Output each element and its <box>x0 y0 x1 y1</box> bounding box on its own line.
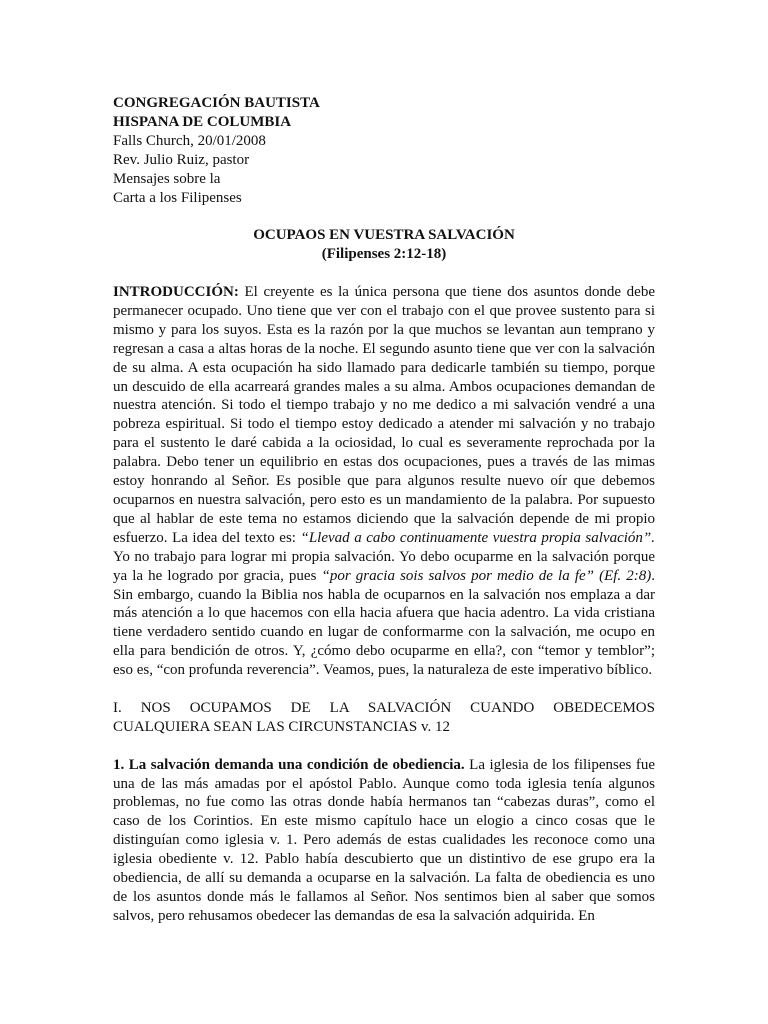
section-heading-line-2: CUALQUIERA SEAN LAS CIRCUNSTANCIAS v. 12 <box>113 718 451 735</box>
point-1-text: La iglesia de los filipenses fue una de las más amadas por el apóstol Pablo. Aunque como toda iglesia tenía algunos problemas, no fue como las otras donde había hermanos tan “cabezas duras”, como el caso de los Corintios. En este mismo capítulo hace un elogio a cinco cosas que le distinguían como iglesia v. 1. Pero además de estas cualidades les reconoce como una iglesia obediente v. 12. Pablo había descubierto que un distintivo de ese grupo era la obediencia, de allí su demanda a ocuparse en la salvación. La falta de obediencia es uno de los asuntos donde más le fallamos al Señor. Nos sentimos bien al saber que somos salvos, pero rehusamos obedecer las demandas de esa la salvación adquirida. En <box>113 756 655 924</box>
introduction-label: INTRODUCCIÓN: <box>113 284 239 301</box>
document-header <box>113 94 655 207</box>
church-name-line-2: HISPANA DE COLUMBIA <box>113 113 292 130</box>
sermon-heading <box>113 226 655 264</box>
scripture-reference: (Filipenses 2:12-18) <box>321 246 447 263</box>
point-1-label: 1. La salvación demanda una condición de obediencia. <box>113 756 465 773</box>
introduction-text-1: El creyente es la única persona que tiene dos asuntos donde debe permanecer ocupado. Uno tiene que ver con el trabajo con el que provee sustento para si mismo y para los suyos. Esta es la razón por la que muchos se levantan aun temprano y regresan a casa a altas horas de la noche. El segundo asunto tiene que ver con la salvación de su alma. A esta ocupación ha sido llamado para dedicarle también su tiempo, porque un descuido de ella acarreará grandes males a su alma. Ambos ocupaciones demandan de nuestra atención. Si todo el tiempo trabajo y no me dedico a mi salvación vendré a una pobreza espiritual. Si todo el tiempo estoy dedicado a atender mi salvación y no trabajo para el sustento le daré cabida a la ociosidad, lo cual es severamente reprochada por la palabra. Debo tener un equilibrio en estas dos ocupaciones, pues a través de las mimas estoy honrando al Señor. Es posible que para algunos resulte nuevo oír que debemos ocuparnos en nuestra salvación, pero esto es un mandamiento de la palabra. Por supuesto que al hablar de este tema no estamos diciendo que la salvación depende de mi propio esfuerzo. La idea del texto es: <box>113 284 655 546</box>
series-line-2: Carta a los Filipenses <box>113 189 242 206</box>
spacer <box>113 264 655 283</box>
place-date: Falls Church, 20/01/2008 <box>113 132 266 149</box>
spacer <box>113 680 655 699</box>
spacer <box>113 737 655 756</box>
spacer <box>113 207 655 226</box>
pastor-name: Rev. Julio Ruiz, pastor <box>113 151 250 168</box>
introduction-paragraph <box>113 283 655 680</box>
document-page <box>113 94 655 926</box>
introduction-quote-1: “Llevad a cabo continuamente vuestra propia salvación”. <box>300 529 655 546</box>
point-1-paragraph <box>113 756 655 926</box>
introduction-text-3: . Sin embargo, cuando la Biblia nos habla de ocuparnos en la salvación nos emplaza a dar más atención a lo que hacemos con ella hacia afuera que hacia adentro. La vida cristiana tiene verdadero sentido cuando en lugar de conformarme con la salvación, me ocupo en ella para bendición de otros. Y, ¿cómo debo ocuparme en ella?, con “temor y temblor”; eso es, “con profunda reverencia”. Veamos, pues, la naturaleza de este imperativo bíblico. <box>113 567 655 679</box>
introduction-quote-2: “por gracia sois salvos por medio de la fe” (Ef. 2:8) <box>321 567 652 584</box>
section-heading-line-1: I. NOS OCUPAMOS DE LA SALVACIÓN CUANDO OBEDECEMOS <box>113 699 655 716</box>
section-heading-1 <box>113 699 655 737</box>
series-line-1: Mensajes sobre la <box>113 170 221 187</box>
introduction-text-2: Yo no trabajo para lograr mi propia salvación. Yo debo ocuparme en la salvación porque ya la he logrado por gracia, pues <box>113 548 655 584</box>
sermon-title: OCUPAOS EN VUESTRA SALVACIÓN <box>253 227 515 244</box>
church-name-line-1: CONGREGACIÓN BAUTISTA <box>113 95 320 111</box>
